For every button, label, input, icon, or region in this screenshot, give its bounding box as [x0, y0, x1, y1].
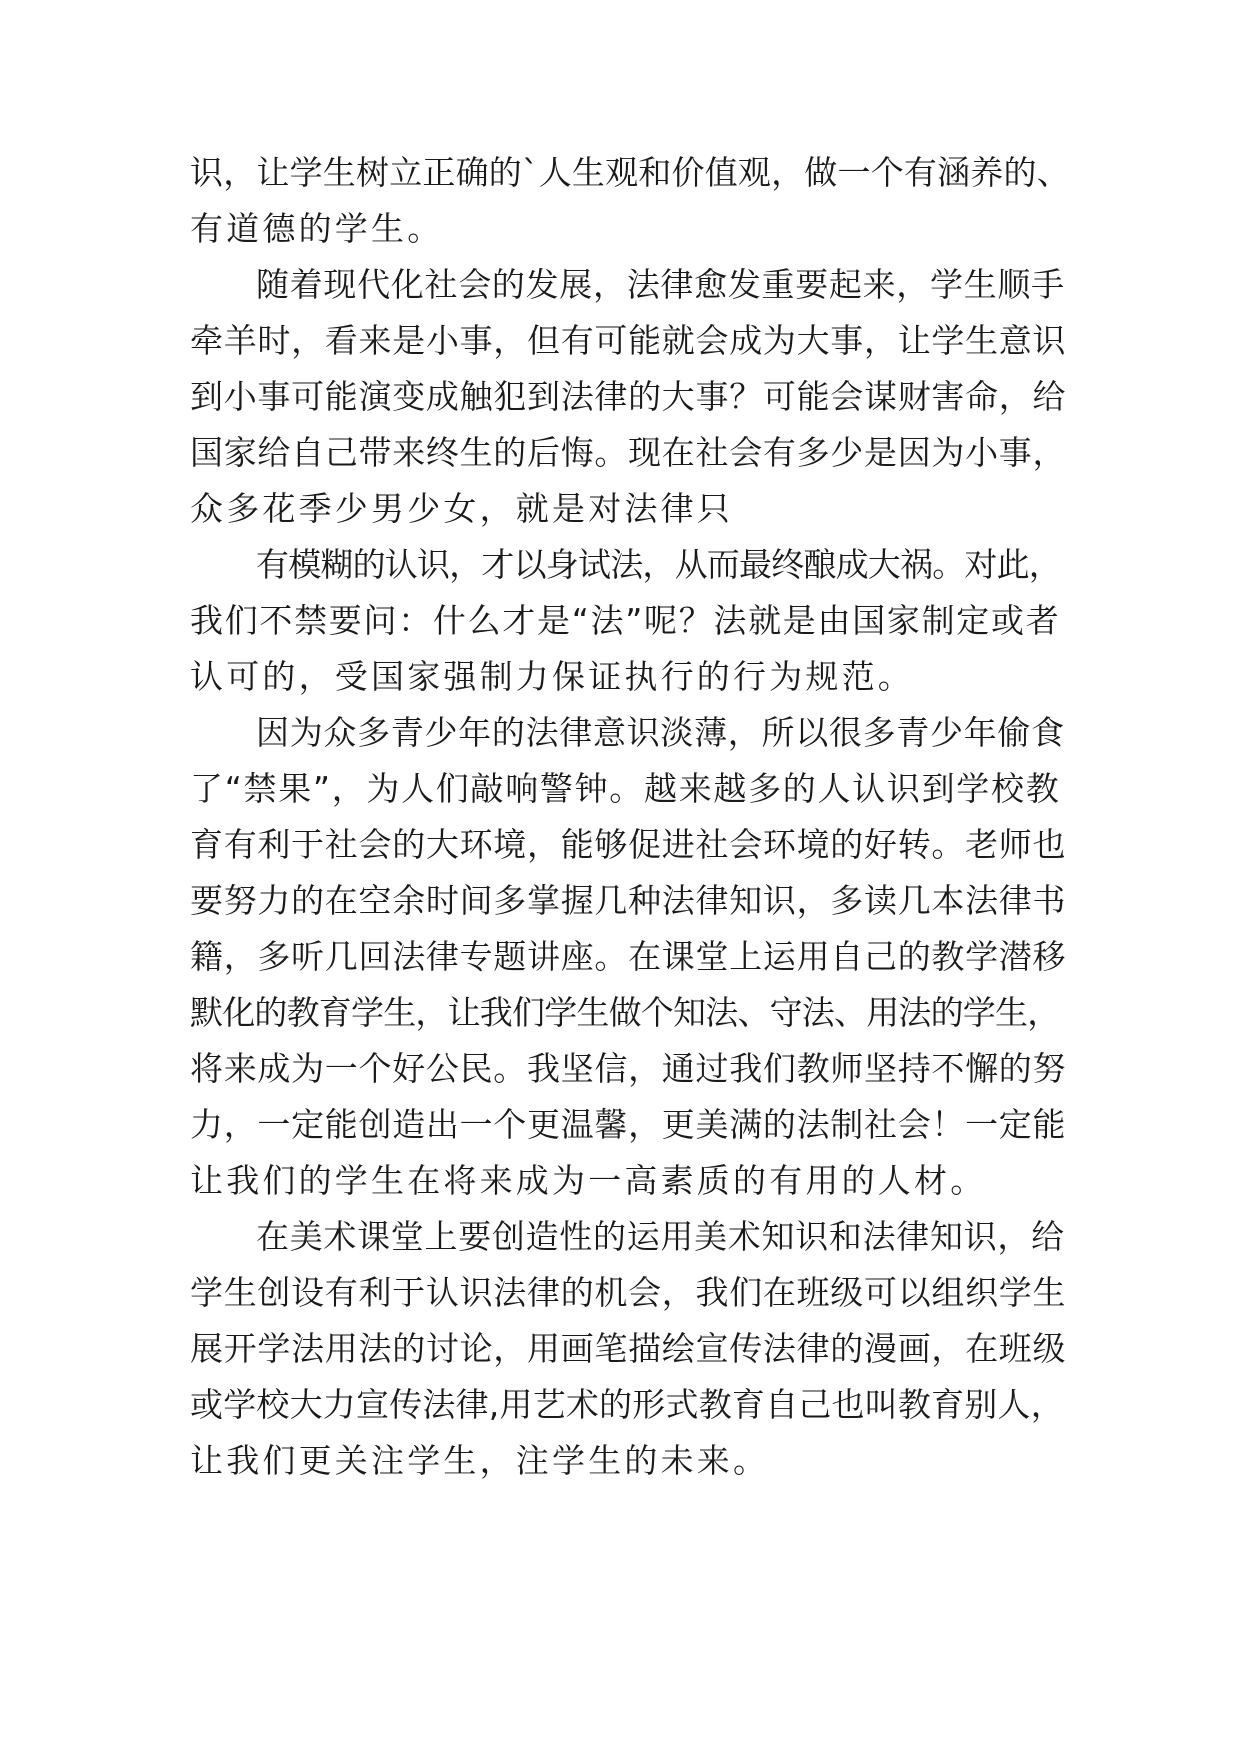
text-line: 到小事可能演变成触犯到法律的大事？可能会谋财害命，给: [190, 377, 1067, 416]
text-line: 有模糊的认识，才以身试法，从而最终酿成大祸。对此，: [256, 545, 1062, 584]
text-line: 力，一定能创造出一个更温馨，更美满的法制社会！一定能: [190, 1105, 1067, 1144]
text-line: 默化的教育学生，让我们学生做个知法、守法、用法的学生，: [190, 993, 1060, 1032]
text-line: 牵羊时，看来是小事，但有可能就会成为大事，让学生意识: [190, 321, 1067, 360]
text-line: 因为众多青少年的法律意识淡薄，所以很多青少年偷食: [256, 713, 1065, 752]
text-line: 识，让学生树立正确的`人生观和价值观，做一个有涵养的、: [190, 153, 1070, 192]
text-line: 了“禁果”，为人们敲响警钟。越来越多的人认识到学校教: [190, 769, 1061, 808]
text-line: 学生创设有利于认识法律的机会，我们在班级可以组织学生: [190, 1273, 1067, 1312]
text-line: 国家给自己带来终生的后悔。现在社会有多少是因为小事，: [190, 433, 1067, 472]
text-line: 展开学法用法的讨论，用画笔描绘宣传法律的漫画，在班级: [190, 1329, 1067, 1368]
text-line: 众多花季少男少女，就是对法律只: [190, 489, 733, 528]
text-line: 要努力的在空余时间多掌握几种法律知识，多读几本法律书: [190, 881, 1067, 920]
document-body: [190, 145, 1070, 1489]
text-line: 我们不禁要问：什么才是“法”呢？法就是由国家制定或者: [190, 601, 1061, 640]
text-line: 随着现代化社会的发展，法律愈发重要起来，学生顺手: [256, 265, 1065, 304]
text-line: 或学校大力宣传法律,用艺术的形式教育自己也叫教育别人，: [190, 1385, 1064, 1424]
text-line: 育有利于社会的大环境，能够促进社会环境的好转。老师也: [190, 825, 1067, 864]
text-line: 有道德的学生。: [190, 209, 444, 248]
text-line: 籍，多听几回法律专题讲座。在课堂上运用自己的教学潜移: [190, 937, 1067, 976]
text-line: 让我们的学生在将来成为一高素质的有用的人材。: [190, 1161, 987, 1200]
text-line: 认可的，受国家强制力保证执行的行为规范。: [190, 657, 914, 696]
text-line: 在美术课堂上要创造性的运用美术知识和法律知识，给: [256, 1217, 1065, 1256]
text-line: 让我们更关注学生，注学生的未来。: [190, 1441, 770, 1480]
text-line: 将来成为一个好公民。我坚信，通过我们教师坚持不懈的努: [190, 1049, 1067, 1088]
